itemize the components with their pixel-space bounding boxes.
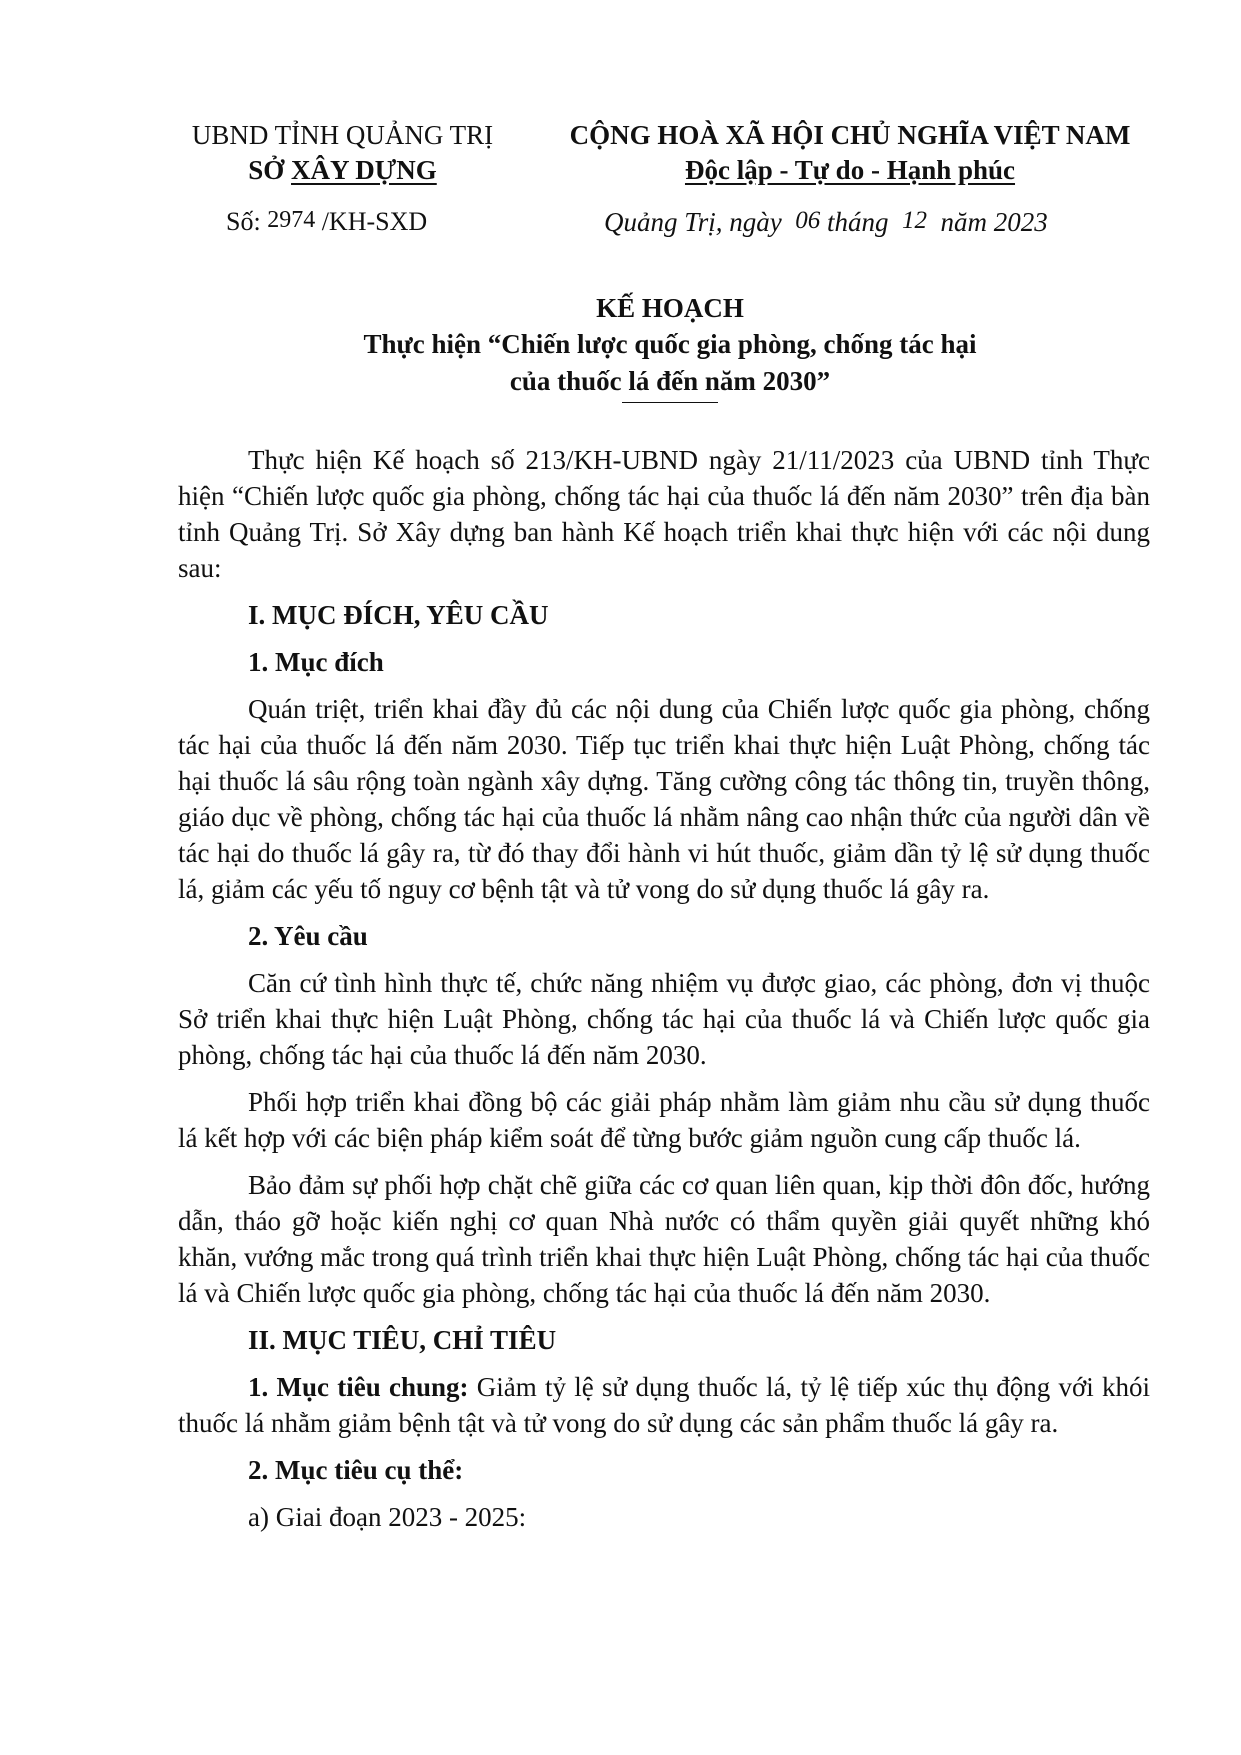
- issuing-agency-block: [170, 118, 515, 188]
- intro-paragraph: Thực hiện Kế hoạch số 213/KH-UBND ngày 21/11/2023 của UBND tỉnh Thực hiện “Chiến lược quốc gia phòng, chống tác hại của thuốc lá đến năm 2030” trên địa bàn tỉnh Quảng Trị. Sở Xây dựng ban hành Kế hoạch triển khai thực hiện với các nội dung sau:: [178, 445, 1150, 583]
- national-header-block: [530, 118, 1170, 188]
- section-1-heading: I. MỤC ĐÍCH, YÊU CẦU: [248, 600, 549, 630]
- phase-a-line: a) Giai đoạn 2023 - 2025:: [248, 1502, 527, 1532]
- department-prefix: SỞ: [248, 155, 292, 185]
- specific-objectives-heading: 2. Mục tiêu cụ thể:: [248, 1455, 464, 1485]
- title-line-2: của thuốc lá đến năm 2030”: [509, 366, 831, 396]
- issue-date: [604, 207, 1048, 238]
- general-objective-text: Giảm tỷ lệ sử dụng thuốc lá, tỷ lệ tiếp xúc thụ động với khói thuốc lá nhằm giảm bệnh tật và tử vong do sử dụng các sản phẩm thuốc lá gây ra.: [178, 1372, 1150, 1438]
- provincial-agency: UBND TỈNH QUẢNG TRỊ: [191, 120, 494, 150]
- subsection-requirements-heading: 2. Yêu cầu: [248, 921, 368, 951]
- general-objective-lead: 1. Mục tiêu chung:: [248, 1372, 469, 1402]
- date-year: năm 2023: [940, 207, 1048, 237]
- purpose-paragraph: Quán triệt, triển khai đầy đủ các nội dung của Chiến lược quốc gia phòng, chống tác hại của thuốc lá đến năm 2030. Tiếp tục triển khai thực hiện Luật Phòng, chống tác hại thuốc lá sâu rộng toàn ngành xây dựng. Tăng cường công tác thông tin, truyền thông, giáo dục về phòng, chống tác hại của thuốc lá nhằm nâng cao nhận thức của người dân về tác hại do thuốc lá gây ra, từ đó thay đổi hành vi hút thuốc, giảm dần tỷ lệ sử dụng thuốc lá, giảm các yếu tố nguy cơ bệnh tật và tử vong do sử dụng thuốc lá gây ra.: [178, 694, 1150, 904]
- section-2-heading: II. MỤC TIÊU, CHỈ TIÊU: [248, 1325, 557, 1355]
- title-underline-divider: [622, 402, 718, 403]
- requirements-paragraph-2: Phối hợp triển khai đồng bộ các giải pháp nhằm làm giảm nhu cầu sử dụng thuốc lá kết hợp với các biện pháp kiểm soát để từng bước giảm nguồn cung cấp thuốc lá.: [178, 1087, 1150, 1153]
- number-prefix: Số:: [226, 207, 261, 236]
- date-day: 06: [795, 207, 821, 234]
- doc-type-heading: KẾ HOẠCH: [596, 293, 744, 323]
- subsection-purpose-heading: 1. Mục đích: [248, 647, 384, 677]
- date-place: Quảng Trị, ngày: [604, 207, 782, 237]
- requirements-paragraph-1: Căn cứ tình hình thực tế, chức năng nhiệm vụ được giao, các phòng, đơn vị thuộc Sở triển khai thực hiện Luật Phòng, chống tác hại của thuốc lá và Chiến lược quốc gia phòng, chống tác hại của thuốc lá đến năm 2030.: [178, 968, 1150, 1070]
- document-body: [178, 442, 1150, 1546]
- country-name: CỘNG HOÀ XÃ HỘI CHỦ NGHĨA VIỆT NAM: [569, 120, 1131, 150]
- number-suffix: /KH-SXD: [321, 207, 428, 236]
- department-underlined: XÂY DỰNG: [291, 155, 437, 185]
- requirements-paragraph-3: Bảo đảm sự phối hợp chặt chẽ giữa các cơ quan liên quan, kịp thời đôn đốc, hướng dẫn, tháo gỡ hoặc kiến nghị cơ quan Nhà nước có thẩm quyền giải quyết những khó khăn, vướng mắc trong quá trình triển khai thực hiện Luật Phòng, chống tác hại của thuốc lá và Chiến lược quốc gia phòng, chống tác hại của thuốc lá đến năm 2030.: [178, 1170, 1150, 1308]
- title-line-1: Thực hiện “Chiến lược quốc gia phòng, chống tác hại: [363, 329, 977, 359]
- national-motto: Độc lập - Tự do - Hạnh phúc: [684, 155, 1016, 185]
- date-month: 12: [902, 207, 928, 234]
- number-value: 2974: [267, 207, 316, 233]
- document-title: [170, 290, 1170, 403]
- department-name: [170, 153, 515, 188]
- date-month-word: tháng: [827, 207, 889, 237]
- general-objective-paragraph: [178, 1369, 1150, 1441]
- document-number: [226, 207, 427, 237]
